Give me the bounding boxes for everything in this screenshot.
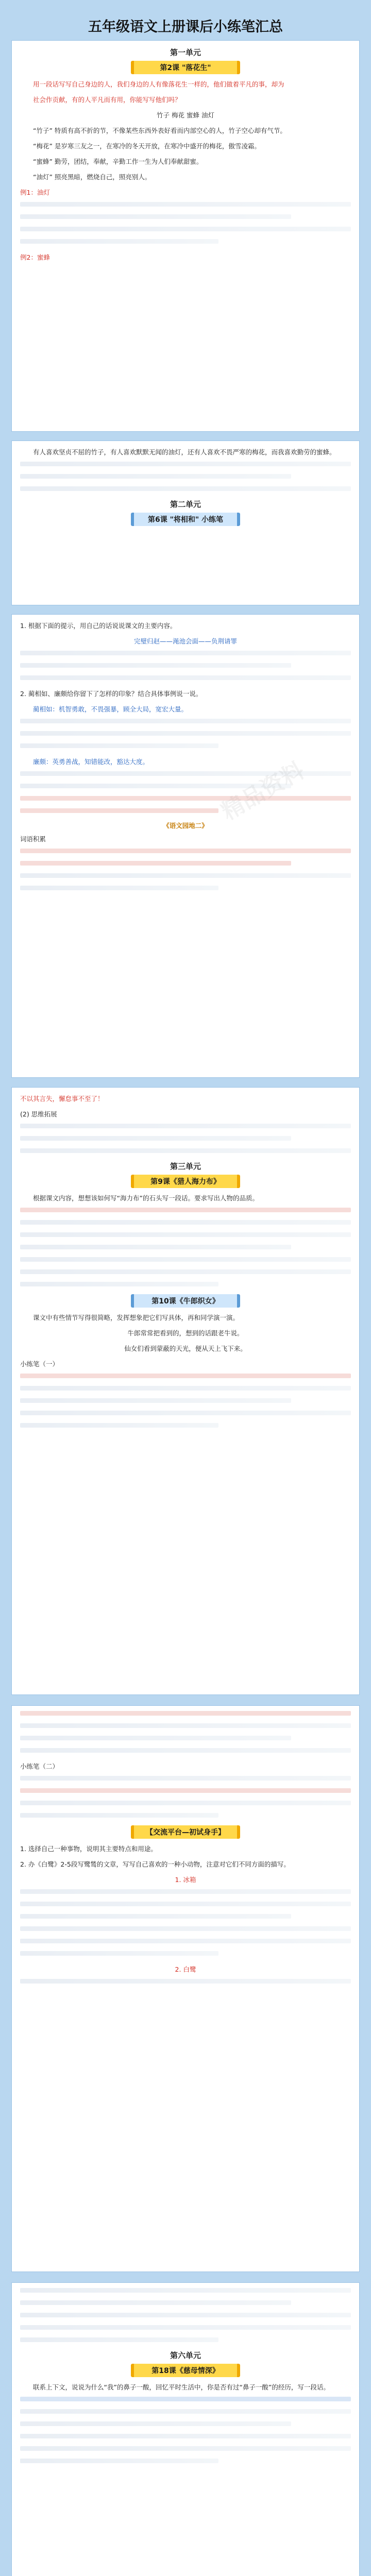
unit-1-line-1: 社会作贡献，有的人平凡而有用，你能写写他们吗？ — [33, 96, 181, 104]
card-unit-1 — [11, 40, 360, 432]
unit-3-ribbon-2: 第10课《牛郎织女》 — [131, 1294, 240, 1308]
unit-1-line-6: “油灯” 照亮黑暗，燃烧自己，照亮别人。 — [33, 173, 151, 181]
unit-3-heading: 第三单元 — [170, 1162, 201, 1171]
unit-6-ribbon: 第18课《慈母情深》 — [131, 2364, 240, 2377]
card-unit-6 — [11, 2282, 360, 2576]
unit-1-line-5: “蜜蜂” 勤劳，团结，奉献，辛勤工作一生为人们奉献甜蜜。 — [33, 158, 203, 165]
unit-4-item-1: 2. 办《白鹭》2-5段写鹭鸶的文章，写写自己喜欢的一种小动物，注意对它们不同方面的描写。 — [20, 1860, 290, 1868]
unit-4-ribbon: 【交流平台—初试身手】 — [131, 1825, 240, 1839]
unit-2-red-title: 《语文园地二》 — [163, 822, 208, 829]
unit-1-line-4: “梅花” 是岁寒三友之一，在寒冷的冬天开放，在寒冷中盛开的梅花，傲雪凌霜。 — [33, 142, 261, 150]
unit-2-item-1: 完璧归赵——渑池会面——负荆请罪 — [133, 637, 237, 645]
card-unit-2 — [11, 614, 360, 1078]
card-unit-2-intro — [11, 440, 360, 605]
unit-1-example-2: 例2：蜜蜂 — [20, 253, 50, 261]
unit-3-quote-1: 牛郎常常把看到的，想到的话跟老牛说。 — [127, 1329, 244, 1337]
unit-1-line-2: 竹子 梅花 蜜蜂 油灯 — [157, 111, 214, 119]
unit-3-task-2: 课文中有些情节写得很简略，发挥想象把它们写具体，再和同学演一演。 — [33, 1314, 240, 1321]
unit-3-intro: 不以其言失，懈怠事不至了！ — [20, 1095, 104, 1103]
unit-1-line-0: 用一段话写写自己身边的人，我们身边的人有像落花生一样的，他们做着平凡的事，却为 — [33, 80, 284, 88]
unit-6-task: 联系上下文，说说为什么“我”的鼻子一酸，回忆平时生活中，你是否有过“鼻子一酸”的经历，写一段话。 — [33, 2383, 330, 2391]
unit-4-item-0: 1. 选择自己一种事物，说明其主要特点和用途。 — [20, 1845, 157, 1853]
unit-3-ribbon: 第9课《猎人海力布》 — [131, 1175, 240, 1188]
unit-1-heading: 第一单元 — [170, 48, 201, 57]
unit-3-sub: (2) 思维拓展 — [20, 1110, 57, 1118]
unit-2-heading: 第二单元 — [170, 500, 201, 509]
page-title: 五年级语文上册课后小练笔汇总 — [88, 19, 283, 35]
unit-1-example-1: 例1：油灯 — [20, 189, 50, 196]
unit-2-red-sub: 词语积累 — [20, 835, 46, 843]
unit-2-item-3: 蔺相如：机智勇敢，不畏强暴，顾全大局，宽宏大量。 — [33, 705, 188, 713]
card-unit-4 — [11, 1705, 360, 2272]
unit-4-sub-2: 2. 白鹭 — [175, 1965, 196, 1973]
unit-4-small-2: 小练笔（二） — [20, 1762, 59, 1770]
unit-3-task: 根据课文内容，想想该如何写“海力布”的石头写一段话。要求写出人物的品质。 — [33, 1194, 259, 1202]
unit-1b-intro: 有人喜欢坚贞不屈的竹子，有人喜欢默默无闻的油灯，还有人喜欢不畏严寒的梅花，而我喜欢勤劳的蜜蜂。 — [33, 448, 336, 456]
unit-4-sub-1: 1. 冰箱 — [175, 1876, 196, 1884]
unit-2-item-4: 廉颇：英勇善战，知错能改，豁达大度。 — [33, 758, 149, 766]
unit-3-quote-2: 仙女们看到蒙蔽的天光，便从天上飞下来。 — [124, 1345, 247, 1352]
card-unit-3 — [11, 1087, 360, 1695]
unit-2-item-2: 2. 蔺相如、廉颇给你留下了怎样的印象？结合具体事例说一说。 — [20, 690, 203, 698]
unit-1-line-3: “竹子” 特质有高不折的节，不像某些东西外表好看而内部空心的人，竹子空心却有气节。 — [33, 127, 286, 134]
unit-2-item-0: 1. 根据下面的提示，用自己的话说说课文的主要内容。 — [20, 622, 177, 630]
unit-6-heading: 第六单元 — [170, 2351, 201, 2360]
unit-3-small: 小练笔（一） — [20, 1360, 59, 1368]
unit-2-ribbon: 第6课 "将相和" 小练笔 — [131, 513, 240, 526]
unit-1-ribbon: 第2课 "落花生" — [131, 61, 240, 74]
